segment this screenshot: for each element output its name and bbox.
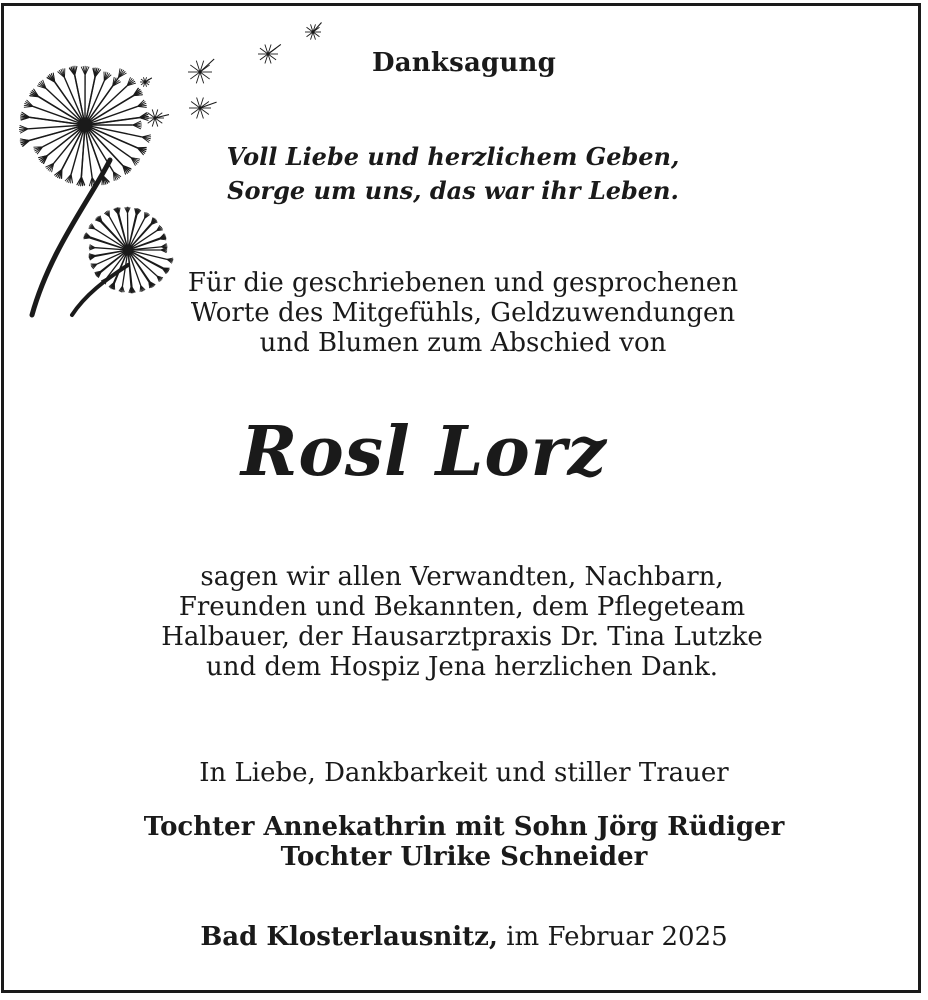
thanks-line: Freunden und Bekannten, dem Pflegeteam	[178, 592, 746, 622]
notice-heading: Danksagung	[372, 48, 556, 78]
memorial-verse	[0, 140, 906, 208]
intro-line: Worte des Mitgefühls, Geldzuwendungen	[190, 298, 736, 328]
thanks-line: Halbauer, der Hausarztpraxis Dr. Tina Lutzke	[161, 622, 763, 652]
deceased-name: Rosl Lorz	[240, 412, 608, 492]
thanks-line: sagen wir allen Verwandten, Nachbarn,	[200, 562, 724, 592]
verse-line: Sorge um uns, das war ihr Leben.	[227, 176, 679, 205]
closing-line: In Liebe, Dankbarkeit und stiller Trauer	[199, 758, 729, 788]
thanks-text	[0, 562, 924, 682]
signers	[0, 812, 928, 872]
intro-line: Für die geschriebenen und gesprochenen	[187, 268, 739, 298]
intro-text	[0, 268, 926, 358]
thanks-line: und dem Hospiz Jena herzlichen Dank.	[206, 652, 718, 682]
signer-name: Tochter Ulrike Schneider	[280, 842, 648, 872]
intro-line: und Blumen zum Abschied von	[259, 328, 667, 358]
verse-line: Voll Liebe und herzlichem Geben,	[226, 142, 680, 171]
place-name: Bad Klosterlausnitz,	[200, 922, 498, 952]
signer-name: Tochter Annekathrin mit Sohn Jörg Rüdiger	[143, 812, 785, 842]
place-and-date	[0, 922, 928, 952]
notice-date: im Februar 2025	[506, 922, 728, 952]
